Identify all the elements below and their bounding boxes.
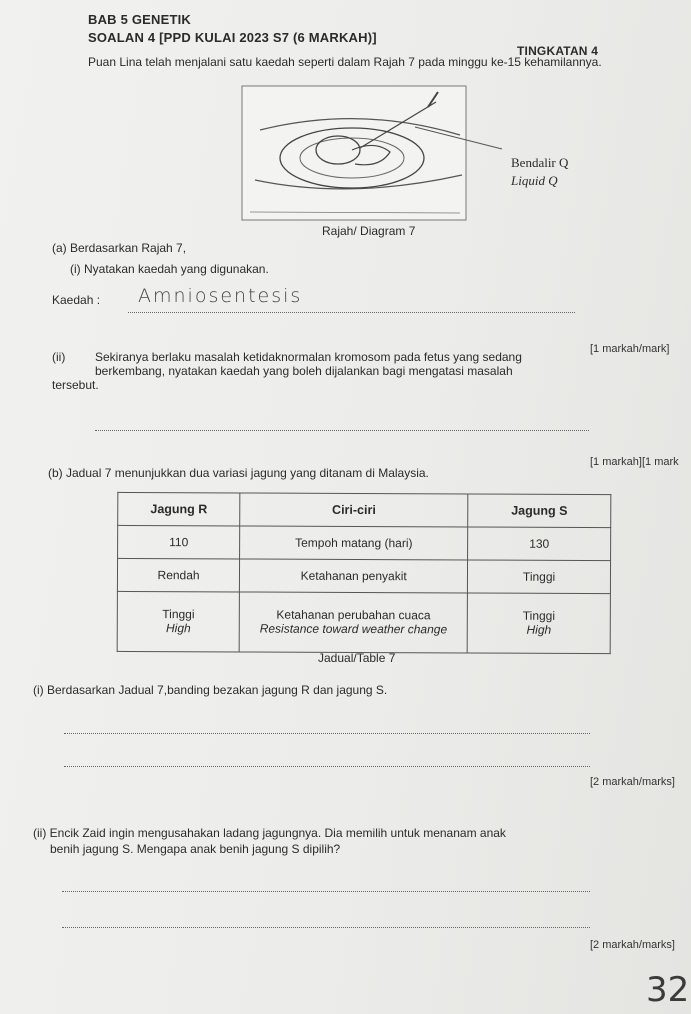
- part-b-intro: (b) Jadual 7 menunjukkan dua variasi jagung yang ditanam di Malaysia.: [48, 466, 429, 480]
- diagram-label-en: Liquid Q: [511, 173, 558, 188]
- part-a-ii-line1: Sekiranya berlaku masalah ketidaknormalan kromosom pada fetus yang sedang: [95, 350, 522, 364]
- question-intro: Puan Lina telah menjalani satu kaedah seperti dalam Rajah 7 pada minggu ke-15 kehamilannya.: [88, 55, 602, 69]
- diagram-caption: Rajah/ Diagram 7: [322, 224, 416, 238]
- page-number: 32: [646, 970, 690, 1010]
- cell-r-en: High: [165, 621, 191, 636]
- part-b-i-answer-line-2[interactable]: [64, 766, 590, 767]
- kaedah-answer[interactable]: Amniosentesis: [138, 285, 303, 307]
- cell-r-ms: Tinggi: [162, 607, 195, 622]
- table-row: [117, 591, 610, 653]
- question-title: SOALAN 4 [PPD KULAI 2023 S7 (6 MARKAH)]: [88, 30, 377, 45]
- cell-r: 110: [118, 525, 240, 558]
- part-a-ii-marks: [1 markah][1 mark: [590, 456, 679, 468]
- table-header-row: [118, 492, 611, 527]
- part-a-ii-answer-line[interactable]: [95, 430, 589, 431]
- table-row: [118, 525, 611, 560]
- header-jagung-r: Jagung R: [118, 492, 240, 525]
- cell-feature: Ketahanan penyakit: [240, 559, 468, 593]
- cell-feature: Tempoh matang (hari): [240, 526, 468, 560]
- cell-s: 130: [468, 527, 611, 561]
- table-row: [117, 558, 610, 593]
- part-b-ii-line2: benih jagung S. Mengapa anak benih jagung S dipilih?: [50, 842, 341, 856]
- cell-s: Tinggi: [468, 560, 611, 594]
- part-a-ii-number: (ii): [52, 350, 66, 364]
- part-a-intro: (a) Berdasarkan Rajah 7,: [52, 241, 187, 255]
- part-b-i-answer-line-1[interactable]: [64, 733, 590, 734]
- form-level: TINGKATAN 4: [517, 44, 599, 58]
- cell-s: [467, 593, 610, 654]
- cell-s-en: High: [526, 623, 552, 638]
- table-7: [117, 492, 612, 654]
- part-b-ii-answer-line-2[interactable]: [62, 927, 590, 928]
- cell-r: [117, 591, 239, 652]
- cell-s-ms: Tinggi: [522, 609, 556, 624]
- part-a-i-question: (i) Nyatakan kaedah yang digunakan.: [70, 262, 269, 276]
- part-b-ii-answer-line-1[interactable]: [62, 891, 590, 892]
- part-b-i-marks: [2 markah/marks]: [590, 776, 675, 788]
- cell-feature-en: Resistance toward weather change: [259, 621, 448, 637]
- part-a-ii-line2: berkembang, nyatakan kaedah yang boleh dijalankan bagi mengatasi masalah: [95, 364, 513, 378]
- part-b-ii-marks: [2 markah/marks]: [590, 939, 675, 951]
- cell-feature: [239, 592, 467, 653]
- header-ciri-ciri: Ciri-ciri: [240, 493, 468, 527]
- header-jagung-s: Jagung S: [468, 494, 611, 528]
- kaedah-answer-line: [128, 312, 575, 313]
- table-caption: Jadual/Table 7: [318, 651, 396, 665]
- part-a-ii-line3: tersebut.: [52, 378, 99, 392]
- part-b-i-question: (i) Berdasarkan Jadual 7,banding bezakan jagung R dan jagung S.: [33, 683, 388, 697]
- cell-feature-ms: Ketahanan perubahan cuaca: [276, 608, 431, 623]
- part-a-i-marks: [1 markah/mark]: [590, 343, 670, 355]
- kaedah-label: Kaedah :: [52, 293, 101, 307]
- cell-r: Rendah: [117, 558, 239, 591]
- part-b-ii-line1: (ii) Encik Zaid ingin mengusahakan ladang jagungnya. Dia memilih untuk menanam anak: [33, 826, 506, 840]
- diagram-label-ms: Bendalir Q: [511, 155, 569, 170]
- chapter-title: BAB 5 GENETIK: [88, 12, 192, 27]
